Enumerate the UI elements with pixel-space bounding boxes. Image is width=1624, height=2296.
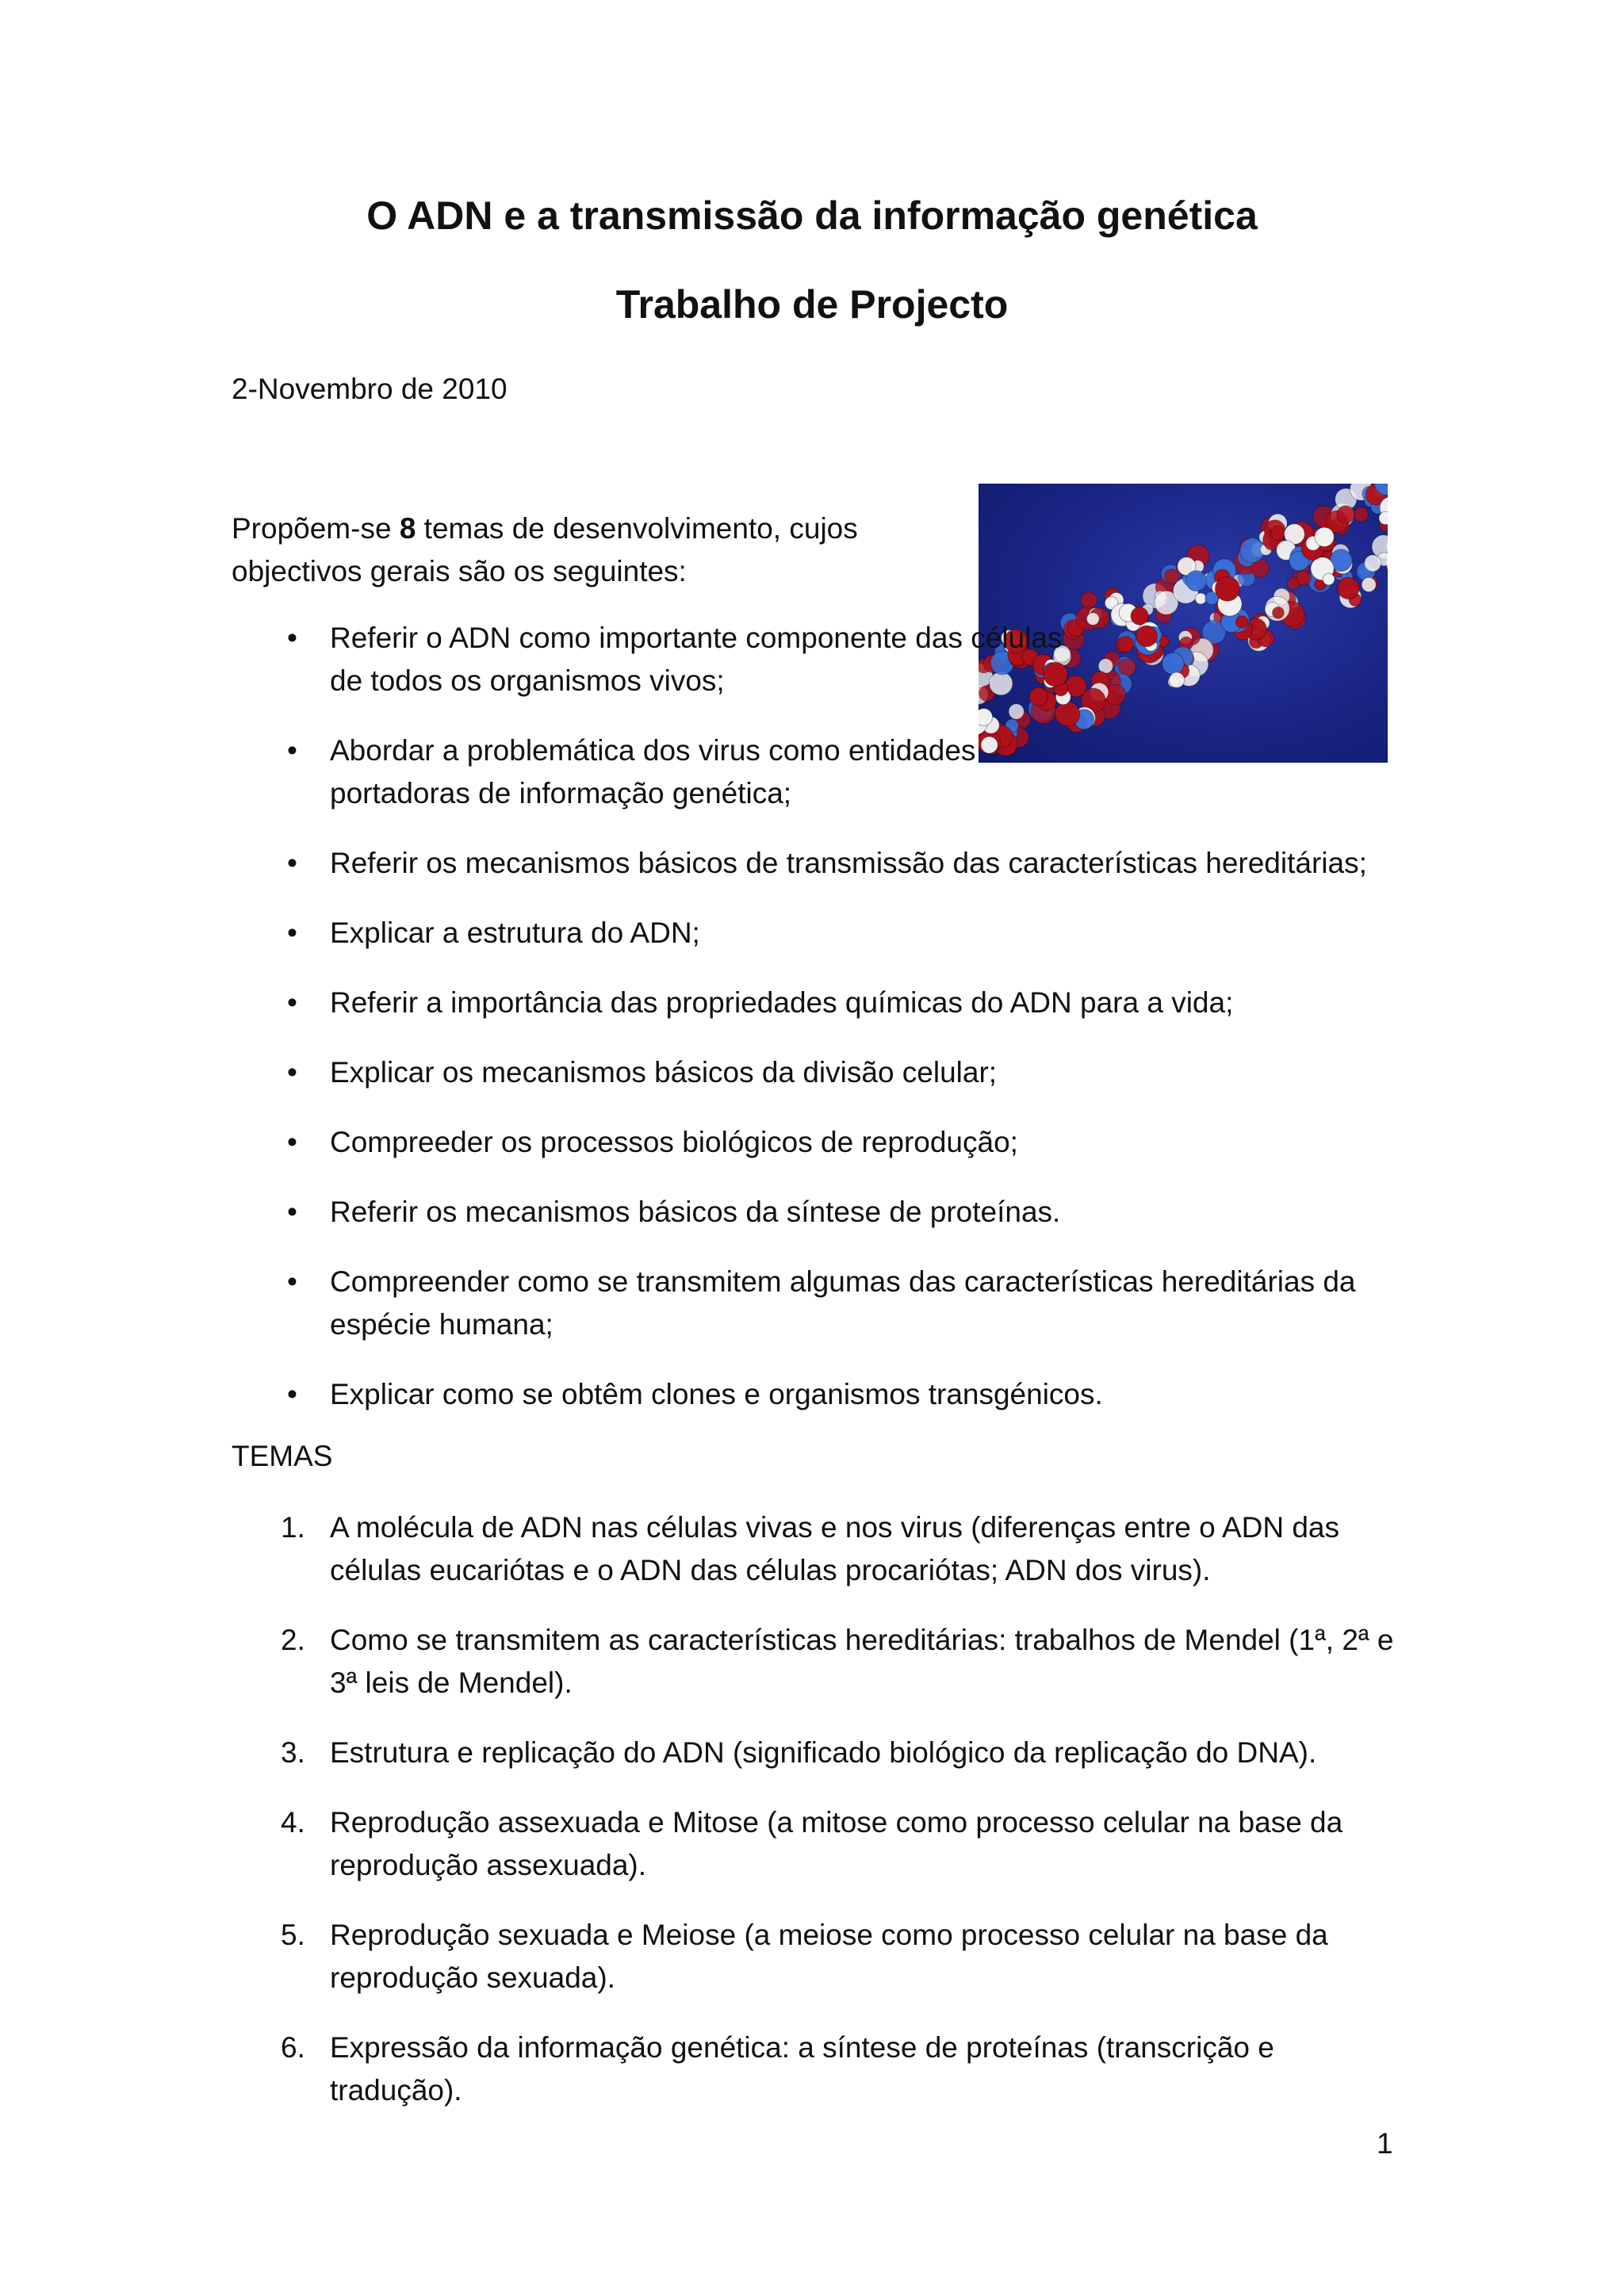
dna-atom xyxy=(1337,506,1354,523)
intro-count: 8 xyxy=(399,512,416,545)
theme-text: Estrutura e replicação do ADN (significado biológico da replicação do DNA). xyxy=(330,1736,1317,1769)
goal-item xyxy=(232,1121,1397,1164)
themes-heading: TEMAS xyxy=(232,1440,333,1472)
page-number: 1 xyxy=(1377,2127,1393,2160)
bullet-icon: • xyxy=(287,916,297,949)
goal-text: Referir os mecanismos básicos da síntese de proteínas. xyxy=(330,1196,1061,1228)
theme-item xyxy=(232,1914,1397,1999)
theme-text: Reprodução assexuada e Mitose (a mitose como processo celular na base da reprodução assexuada). xyxy=(330,1806,1343,1881)
goal-item xyxy=(232,1261,1397,1346)
dna-atom xyxy=(1362,577,1376,591)
dna-atom xyxy=(1270,526,1285,540)
dna-atom xyxy=(1195,593,1206,604)
theme-item xyxy=(232,1801,1397,1887)
goal-text: Explicar os mecanismos básicos da divisão celular; xyxy=(330,1056,998,1089)
document-title: O ADN e a transmissão da informação genética xyxy=(366,193,1258,238)
goal-text: Explicar como se obtêm clones e organismos transgénicos. xyxy=(330,1378,1103,1410)
theme-text: Como se transmitem as características hereditárias: trabalhos de Mendel (1ª, 2ª e 3ª leis de Mendel). xyxy=(330,1624,1394,1699)
goal-item xyxy=(232,982,1397,1024)
theme-number: 3. xyxy=(281,1736,305,1769)
bullet-icon: • xyxy=(287,986,297,1019)
bullet-icon: • xyxy=(287,1126,297,1158)
dna-atom xyxy=(1297,571,1312,586)
document-date: 2-Novembro de 2010 xyxy=(232,373,508,405)
theme-item xyxy=(232,2026,1397,2112)
goal-text: Referir o ADN como importante componente das células de todos os organismos vivos; xyxy=(330,622,1063,697)
dna-atom xyxy=(1354,507,1368,522)
bullet-icon: • xyxy=(287,734,297,767)
goal-text: Referir a importância das propriedades químicas do ADN para a vida; xyxy=(330,986,1234,1019)
theme-item xyxy=(232,1619,1397,1705)
goal-item xyxy=(232,617,1075,702)
goal-item xyxy=(232,1373,1397,1416)
dna-atom xyxy=(1338,577,1359,599)
goal-text: Abordar a problemática dos virus como entidades portadoras de informação genética; xyxy=(330,734,976,809)
theme-number: 2. xyxy=(281,1624,305,1656)
goal-item xyxy=(232,842,1397,885)
goal-item xyxy=(232,729,1075,815)
bullet-icon: • xyxy=(287,1056,297,1089)
dna-atom xyxy=(1081,592,1097,608)
goal-item xyxy=(232,1191,1397,1234)
theme-number: 6. xyxy=(281,2031,305,2064)
intro-paragraph xyxy=(232,507,961,593)
theme-item xyxy=(232,1732,1397,1774)
theme-text: Reprodução sexuada e Meiose (a meiose como processo celular na base da reprodução sexuada). xyxy=(330,1919,1328,1994)
theme-item xyxy=(232,1506,1397,1592)
dna-atom xyxy=(1323,573,1335,585)
goal-text: Compreender como se transmitem algumas das características hereditárias da espécie humana; xyxy=(330,1265,1356,1341)
dna-atom xyxy=(1315,527,1334,546)
goal-text: Referir os mecanismos básicos de transmissão das características hereditárias; xyxy=(330,847,1367,879)
goals-list xyxy=(232,617,1397,1443)
theme-text: A molécula de ADN nas células vivas e nos virus (diferenças entre o ADN das células eucariótas e o ADN das células procariótas; ADN dos virus). xyxy=(330,1511,1340,1586)
bullet-icon: • xyxy=(287,1378,297,1410)
document-subtitle: Trabalho de Projecto xyxy=(615,282,1009,327)
bullet-icon: • xyxy=(287,847,297,879)
theme-number: 1. xyxy=(281,1511,305,1544)
intro-text-after: temas de desenvolvimento, cujos objectivos gerais são os seguintes: xyxy=(232,512,858,587)
goal-item xyxy=(232,912,1397,955)
dna-atom xyxy=(1186,571,1207,591)
bullet-icon: • xyxy=(287,1265,297,1298)
dna-atom xyxy=(1365,555,1381,572)
bullet-icon: • xyxy=(287,1196,297,1228)
intro-text-before: Propõem-se xyxy=(232,512,400,545)
theme-number: 4. xyxy=(281,1806,305,1839)
goal-item xyxy=(232,1051,1397,1094)
theme-number: 5. xyxy=(281,1919,305,1951)
themes-list xyxy=(232,1506,1397,2139)
bullet-icon: • xyxy=(287,622,297,654)
dna-atom xyxy=(1215,576,1239,601)
goal-text: Compreeder os processos biológicos de reprodução; xyxy=(330,1126,1018,1158)
theme-text: Expressão da informação genética: a síntese de proteínas (transcrição e tradução). xyxy=(330,2031,1274,2107)
goal-text: Explicar a estrutura do ADN; xyxy=(330,916,700,949)
